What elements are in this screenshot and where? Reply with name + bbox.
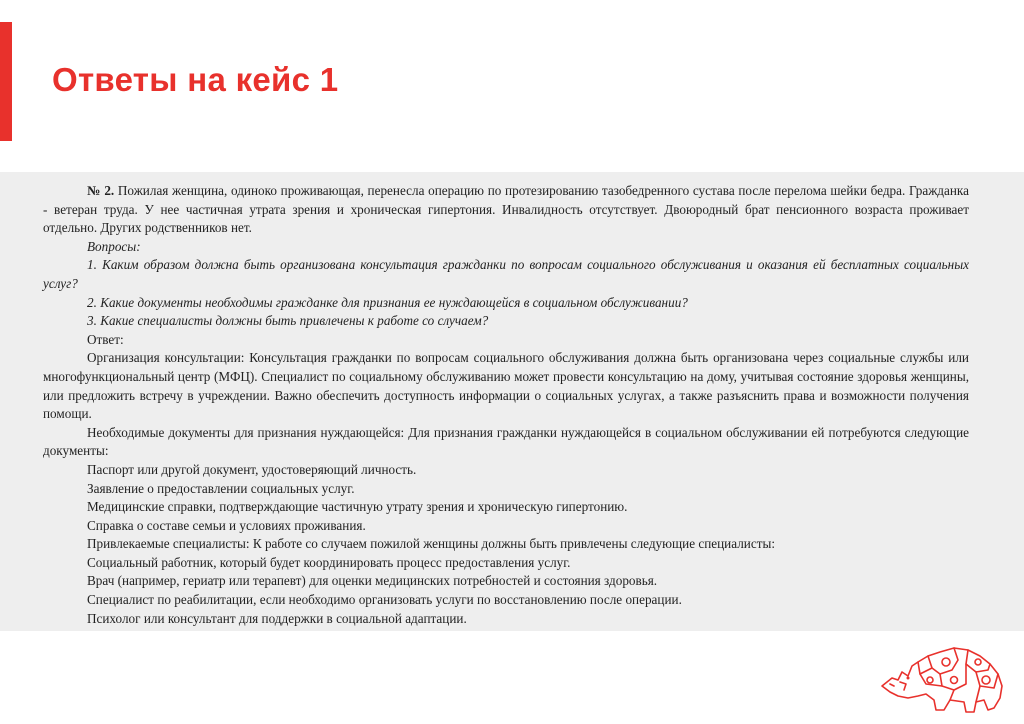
document-item: Медицинские справки, подтверждающие частичную утрату зрения и хроническую гипертонию. xyxy=(87,499,628,515)
specialist-item: Социальный работник, который будет координировать процесс предоставления услуг. xyxy=(87,554,571,570)
answer-specialists-intro: Привлекаемые специалисты: К работе со случаем пожилой женщины должны быть привлечены следующие специалисты: xyxy=(87,536,775,552)
case-description xyxy=(43,182,969,238)
specialist-item: Специалист по реабилитации, если необходимо организовать услуги по восстановлению после операции. xyxy=(87,592,682,608)
case-content xyxy=(0,172,1024,631)
specialist-item: Психолог или консультант для поддержки в социальной адаптации. xyxy=(87,610,467,626)
accent-bar xyxy=(0,22,12,141)
case-number: № 2. xyxy=(87,183,115,198)
specialist-item: Врач (например, гериатр или терапевт) для оценки медицинских потребностей и состояния здоровья. xyxy=(87,573,658,589)
questions-label: Вопросы: xyxy=(87,238,141,254)
case-text: Пожилая женщина, одиноко проживающая, перенесла операцию по протезированию тазобедренного сустава после перелома шейки бедра. Гражданка - ветеран труда. У нее частичная утрата зрения и хроническая гипертония. Инвалидность отсутствует. Двоюродный брат пенсионного возраста проживает отдельно. Других родственников нет. xyxy=(43,183,969,236)
answer-label: Ответ: xyxy=(87,331,124,347)
question-item: 3. Какие специалисты должны быть привлечены к работе со случаем? xyxy=(87,313,489,329)
document-item: Заявление о предоставлении социальных услуг. xyxy=(87,480,355,496)
document-item: Справка о составе семьи и условиях проживания. xyxy=(87,517,366,533)
answer-consultation: Организация консультации: Консультация гражданки по вопросам социального обслуживания должна быть организована через социальные службы или многофункциональный центр (МФЦ). Специалист по социальному обслуживанию может провести консультацию на дому, учитывая состояние здоровья женщины, или предложить встречу в учреждении. Важно обеспечить доступность информации о социальных услугах, а также разъяснить права и возможности получения помощи. xyxy=(43,350,969,422)
rhino-logo-icon xyxy=(878,642,1008,714)
question-item: 2. Какие документы необходимы гражданке для признания ее нуждающейся в социальном обслуживании? xyxy=(87,294,688,310)
question-item: 1. Каким образом должна быть организована консультация гражданки по вопросам социального обслуживания и оказания ей бесплатных социальных услуг? xyxy=(43,257,969,291)
document-item: Паспорт или другой документ, удостоверяющий личность. xyxy=(87,461,417,477)
page-title: Ответы на кейс 1 xyxy=(52,61,339,98)
answer-documents-intro: Необходимые документы для признания нуждающейся: Для признания гражданки нуждающейся в социальном обслуживании ей потребуются следующие документы: xyxy=(43,424,969,459)
